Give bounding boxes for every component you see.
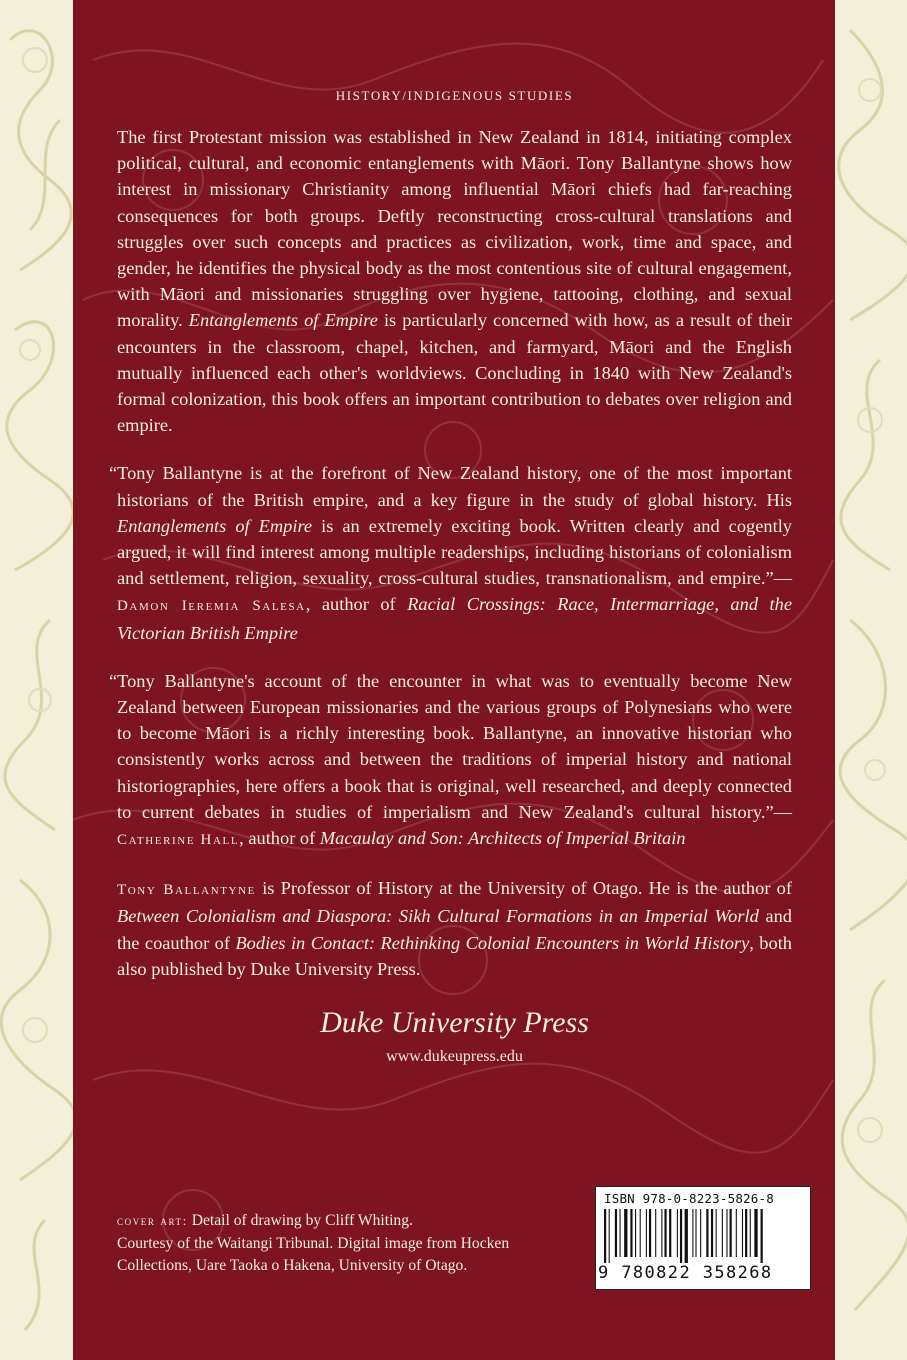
- barcode-bar: [669, 1209, 671, 1257]
- barcode-bar: [680, 1209, 682, 1263]
- barcode-bar: [700, 1209, 701, 1257]
- credits-line-2: Courtesy of the Waitangi Tribunal. Digital image from Hocken Collections, Uare Taoka o Hakena, University of Otago.: [117, 1234, 510, 1274]
- blurb-author-book: Macaulay and Son: Architects of Imperial Britain: [319, 828, 686, 849]
- barcode-bar: [646, 1209, 647, 1257]
- blurb-suffix: , author of: [239, 828, 320, 849]
- barcode-bar: [706, 1209, 708, 1257]
- barcode-bar: [649, 1209, 651, 1257]
- credits-label: cover art:: [117, 1213, 188, 1228]
- isbn-barcode: [595, 1186, 811, 1290]
- barcode-bar: [661, 1209, 662, 1257]
- barcode-number: 9 780822 358268: [598, 1263, 773, 1283]
- barcode-bar: [624, 1209, 627, 1257]
- barcode-bar: [609, 1209, 610, 1263]
- blurb-book-title: Entanglements of Empire: [117, 515, 313, 536]
- description-book-title: Entanglements of Empire: [188, 310, 378, 331]
- barcode-bar: [736, 1209, 737, 1257]
- barcode-bar: [620, 1209, 621, 1257]
- barcode-bar: [604, 1209, 606, 1263]
- cover-credits: [117, 1210, 547, 1278]
- blurb-text: “Tony Ballantyne is at the forefront of New Zealand history, one of the most important historians of the British empire, and a key figure in the study of global history. His: [109, 463, 792, 510]
- description-text: The first Protestant mission was established in New Zealand in 1814, initiating complex political, cultural, and economic entanglements with Māori. Tony Ballantyne shows how interest in missionary Christianity among influential Māori chiefs had far-reaching consequences for both groups. Deftly reconstructing cross-cultural translations and struggles over such concepts and practices as civilization, work, time and space, and gender, he identifies the physical body as the most contentious site of cultural engagement, with Māori and missionaries struggling over hygiene, tattooing, clothing, and sexual morality.: [117, 127, 792, 331]
- book-description: [117, 124, 792, 438]
- barcode-bar: [754, 1209, 757, 1257]
- barcode-bar: [730, 1209, 732, 1257]
- barcode-bar: [677, 1209, 678, 1257]
- barcode-bar: [664, 1209, 666, 1257]
- bio-book-2: Bodies in Contact: Rethinking Colonial Encounters in World History: [235, 932, 750, 953]
- blurb-author: Catherine Hall: [117, 832, 240, 849]
- blurb-hall: [109, 668, 792, 853]
- blurb-text-2: is an extremely exciting book. Written clearly and cogently argued, it will find interest among multiple readerships, including historians of colonialism and settlement, religion, sexuality, cross-cultural studies, transnationalism, and empire.”—: [117, 515, 792, 589]
- barcode-bar: [655, 1209, 656, 1257]
- barcode-bar: [726, 1209, 727, 1257]
- author-name: Tony Ballantyne: [117, 882, 256, 899]
- publisher-name: Duke University Press: [320, 1006, 589, 1040]
- barcode-bar: [695, 1209, 696, 1257]
- blurb-salesa: [109, 460, 793, 645]
- blurb-text: “Tony Ballantyne's account of the encounter in what was to eventually become New Zealand between European missionaries and the various groups of Polynesians who were to become Māori is a richly interesting book. Ballantyne, an innovative historian who consistently works across and between the traditions of imperial history and national historiographies, here offers a book that is original, well researched, and deeply connected to current debates in studies of imperialism and New Zealand's cultural history.”—: [109, 670, 792, 822]
- barcode-bar: [750, 1209, 751, 1257]
- bio-text: is Professor of History at the University of Otago. He is the author of: [255, 878, 792, 899]
- blurb-author: Damon Ieremia Salesa: [117, 598, 306, 615]
- barcode-bar: [722, 1209, 723, 1257]
- publisher-url: www.dukeupress.edu: [386, 1048, 523, 1066]
- blurb-suffix: , author of: [305, 594, 408, 615]
- back-cover-panel: [73, 0, 835, 1360]
- barcode-bar: [745, 1209, 747, 1257]
- barcode-bar: [635, 1209, 636, 1257]
- barcode-bar: [630, 1209, 632, 1257]
- bio-text-3: , both also published by Duke University Press.: [117, 932, 792, 979]
- barcode-bar: [615, 1209, 617, 1257]
- barcode-bar: [685, 1209, 688, 1263]
- back-cover-text: [109, 88, 793, 1068]
- barcode-bar: [711, 1209, 713, 1257]
- barcode-icon: [604, 1209, 802, 1263]
- credits-line-1: Detail of drawing by Cliff Whiting.: [187, 1212, 413, 1229]
- blurb-author-book: Racial Crossings: Race, Intermarriage, and the Victorian British Empire: [117, 594, 793, 643]
- barcode-bar: [692, 1209, 693, 1257]
- barcode-bar: [716, 1209, 717, 1257]
- barcode-bar: [742, 1209, 743, 1257]
- barcode-bar: [640, 1209, 641, 1257]
- bio-book-1: Between Colonialism and Diaspora: Sikh Cultural Formations in an Imperial World: [117, 906, 759, 927]
- author-bio: [117, 875, 792, 982]
- barcode-bar: [761, 1209, 763, 1263]
- isbn-label: ISBN 978-0-8223-5826-8: [604, 1191, 774, 1206]
- description-text-2: is particularly concerned with how, as a result of their encounters in the classroom, chapel, kitchen, and farmyard, Māori and the English mutually influenced each other's worldviews. Concluding in 1840 with New Zealand's formal colonization, this book offers an important contribution to debates over religion and empire.: [117, 310, 792, 436]
- bio-text-2: and the coauthor of: [117, 906, 792, 953]
- category-label: HISTORY/INDIGENOUS STUDIES: [335, 88, 574, 103]
